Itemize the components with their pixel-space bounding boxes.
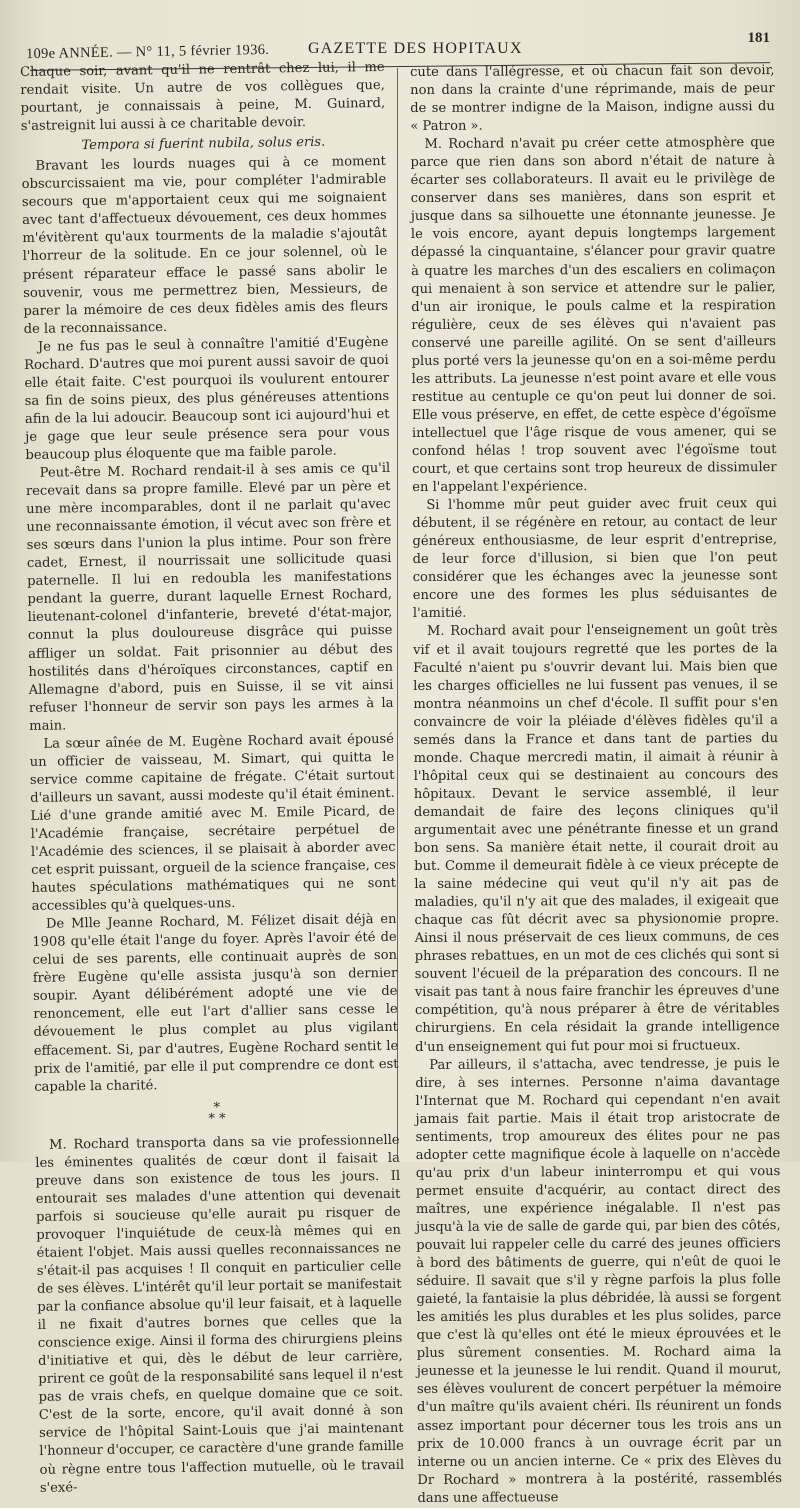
left-column	[20, 59, 405, 1496]
page-header	[20, 30, 774, 63]
paragraph: M. Rochard avait pour l'enseignement un goût très vif et il avait toujours regretté que les portes de la Faculté n'aient pu s'ouvrir devant lui. Mais bien que les charges officielles ne lui fussent pas venues, il se montra néanmoins un chef d'école. Il suffit pour s'en convaincre de voir la pléiade d'élèves fidèles qu'il a semés dans la France et dans tant de parties du monde. Chaque mercredi matin, il aimait à réunir à l'hôpital ceux qui se destinaient au concours des hôpitaux. Devant le service assemblé, il leur demandait de faire des leçons cliniques qu'il argumentait avec une pénétrante finesse et un grand bon sens. Sa manière était nette, il courait droit au but. Comme il demeurait fidèle à ce vieux précepte de la saine médecine qui veut qu'il n'y ait pas de maladies, qu'il n'y ait que des malades, il exigeait que chaque cas fût décrit avec sa physionomie propre. Ainsi il nous préservait de ces lieux communs, de ces phrases rebattues, en un mot de ces clichés qui sont si souvent l'écueil de la préparation des concours. Il ne visait pas tant à nous faire franchir les épreuves d'une compétition, qu'à nous préparer à être de véritables chirurgiens. En cela résidait la grande intelligence d'un enseignement qui fut pour moi si fructueux.	[412, 622, 780, 1055]
paragraph: La sœur aînée de M. Eugène Rochard avait épousé un officier de vaisseau, M. Simart, qui quitta le service comme capitaine de frégate. C'était surtout d'ailleurs un savant, aussi modeste qu'il était éminent. Lié d'une grande amitié avec M. Emile Picard, de l'Académie française, secrétaire perpétuel de l'Académie des sciences, il se plaisait à aborder avec cet esprit puissant, orgueil de la science française, ces hautes spéculations mathématiques qui ne sont accessibles qu'à quelques-uns.	[29, 731, 397, 915]
right-column	[409, 62, 782, 1506]
page-number: 181	[747, 30, 770, 46]
paragraph: Si l'homme mûr peut guider avec fruit ceux qui débutent, il se régénère en retour, au contact de leur généreux enthousiasme, de leur esprit d'entreprise, de leur force d'illusion, si bien que l'on peut considérer que les échanges avec la jeunesse sont encore une des formes les plus séduisantes de l'amitié.	[411, 496, 777, 622]
journal-title: GAZETTE DES HOPITAUX	[308, 40, 523, 57]
paragraph: Chaque soir, avant qu'il ne rentrât chez lui, il me rendait visite. Un autre de vos collègues que, pourtant, je connaissais à peine, M. Guinard, s'astreignit lui aussi à ce charitable devoir.	[20, 59, 386, 135]
text-columns	[20, 59, 782, 1506]
paragraph: Par ailleurs, il s'attacha, avec tendresse, je puis le dire, à ses internes. Personne n'aima davantage l'Internat que M. Rochard qui cependant n'en avait jamais fait partie. Mais il était trop aristocrate de sentiments, trop amoureux des élites pour ne pas adopter cette magnifique école à laquelle on n'accède qu'au prix d'un labeur ininterrompu et qui vous permet ensuite d'acquérir, au contact direct des maîtres, une expérience inégalable. Il n'est pas jusqu'à la vie de salle de garde qui, par bien des côtés, pouvait lui rappeler celle du carré des jeunes officiers à bord des bâtiments de guerre, qui n'eût de quoi le séduire. Il savait que s'il y règne parfois la plus folle gaieté, la fantaisie la plus débridée, là aussi se forgent les amitiés les plus durables et les plus solides, parce que c'est là qu'elles ont été le mieux éprouvées et le plus sûrement consenties. M. Rochard aima la jeunesse et la jeunesse le lui rendit. Quand il mourut, ses élèves voulurent de concert perpétuer la mémoire d'un maître qu'ils avaient chéri. Ils réunirent un fonds assez important pour décerner tous les trois ans un prix de 10.000 francs à un ouvrage écrit par un interne ou un ancien interne. Ce « prix des Elèves du Dr Rochard » montrera à la postérité, rassemblés dans une affectueuse	[414, 1055, 782, 1506]
paragraph: Peut-être M. Rochard rendait-il à ses amis ce qu'il recevait dans sa propre famille. Elevé par un père et une mère incomparables, dont il ne parlait qu'avec une reconnaissante émotion, il vécut avec son frère et ses sœurs dans l'union la plus intime. Pour son frère cadet, Ernest, il nourrissait une sollicitude quasi paternelle. Il lui en redoubla les manifestations pendant la guerre, durant laquelle Ernest Rochard, lieutenant-colonel d'infanterie, breveté d'état-major, connut la plus douloureuse disgrâce qui puisse affliger un soldat. Fait prisonnier au début des hostilités dans d'héroïques circonstances, captif en Allemagne d'abord, puis en Suisse, il se vit ainsi refuser l'honneur de servir son pays les armes à la main.	[25, 460, 394, 734]
latin-epigraph: Tempora si fuerint nubila, solus eris.	[81, 134, 326, 154]
paragraph: Bravant les lourds nuages qui à ce moment obscurcissaient ma vie, pour compléter l'admirable secours que m'apportaient ceux qui me soignaient avec tant d'affectueux dévouement, ces deux hommes m'évitèrent qu'aux tourments de la maladie s'ajoutât l'horreur de la solitude. En ce jour solennel, où le présent réparateur efface le passé sans abolir le souvenir, vous me permettrez bien, Messieurs, de parer la mémoire de ces deux fidèles amis des fleurs de la reconnaissance.	[21, 154, 389, 337]
paragraph: De Mlle Jeanne Rochard, M. Félizet disait déjà en 1908 qu'elle était l'ange du foyer. Après l'avoir été de celui de ses parents, elle continuait auprès de son frère Eugène qu'elle assista jusqu'à son dernier soupir. Ayant délibérément adopté une vie de renoncement, elle eut l'art d'allier sans cesse le dévouement le plus complet au plus vigilant effacement. Si, par d'autres, Eugène Rochard sentit le prix de l'amitié, par elle il put comprendre ce dont est capable la charité.	[32, 912, 399, 1095]
issue-line: 109e ANNÉE. — N° 11, 5 février 1936.	[25, 41, 270, 63]
section-asterism: * * *	[208, 1099, 226, 1127]
paragraph: Je ne fus pas le seul à connaître l'amitié d'Eugène Rochard. D'autres que moi purent aussi savoir de quoi elle était faite. C'est pourquoi ils voulurent entourer sa fin de soins pieux, des plus généreuses attentions afin de la lui adoucir. Beaucoup sont ici aujourd'hui et je gage que leur seule présence sera pour vous beaucoup plus éloquente que ma faible parole.	[24, 334, 390, 463]
paragraph: cute dans l'allégresse, et où chacun fait son devoir, non dans la crainte d'une réprimande, mais de peur de se montrer indigne de la Maison, indigne aussi du « Patron ».	[409, 63, 775, 135]
paragraph: M. Rochard transporta dans sa vie professionnelle les éminentes qualités de cœur dont il faisait la preuve dans son existence de tous les jours. Il entourait ses malades d'une attention qui devenait parfois si soucieuse qu'elle aurait pu risquer de provoquer l'inquiétude de ceux-là mêmes qui en étaient l'objet. Mais aussi quelles reconnaissances ne s'était-il pas acquises ! Il conquit en particulier celle de ses élèves. L'intérêt qu'il leur portait se manifestait par la confiance absolue qu'il leur faisait, et à laquelle il ne fixait d'autres bornes que celles que la conscience exige. Ainsi il forma des chirurgiens pleins d'initiative et qui, dès le début de leur carrière, prirent ce goût de la responsabilité sans lequel il n'est pas de vrais chefs, en quelque domaine que ce soit. C'est de la sorte, encore, qu'il avait donné à son service de l'hôpital Saint-Louis que j'ai maintenant l'honneur d'occuper, ce caractère d'une grande famille où règne entre tous l'affection mutuelle, où le travail s'exé-	[35, 1132, 405, 1496]
paragraph: M. Rochard n'avait pu créer cette atmosphère que parce que rien dans son abord n'était de nature à écarter ses collaborateurs. Il avait eu le privilège de conserver dans ses manières, dans son esprit et jusque dans sa silhouette une étonnante jeunesse. Je le vois encore, ayant depuis longtemps largement dépassé la cinquantaine, s'élancer pour gravir quatre à quatre les marches d'un des escaliers en colimaçon qui menaient à son service et attendre sur le palier, d'un air ironique, le pouls calme et la respiration régulière, ceux de ses élèves qui n'avaient pas conservé une pareille agilité. On se sent d'ailleurs plus porté vers la jeunesse qu'on en a soi-même perdu les attributs. La jeunesse n'est point avare et elle vous restitue au centuple ce qu'on peut lui donner de soi. Elle vous préserve, en effet, de cette espèce d'égoïsme intellectuel que l'âge risque de vous amener, qui se confond hélas ! trop souvent avec l'égoïsme tout court, et que certains sont trop heureux de dissimuler en l'appelant l'expérience.	[409, 135, 777, 496]
